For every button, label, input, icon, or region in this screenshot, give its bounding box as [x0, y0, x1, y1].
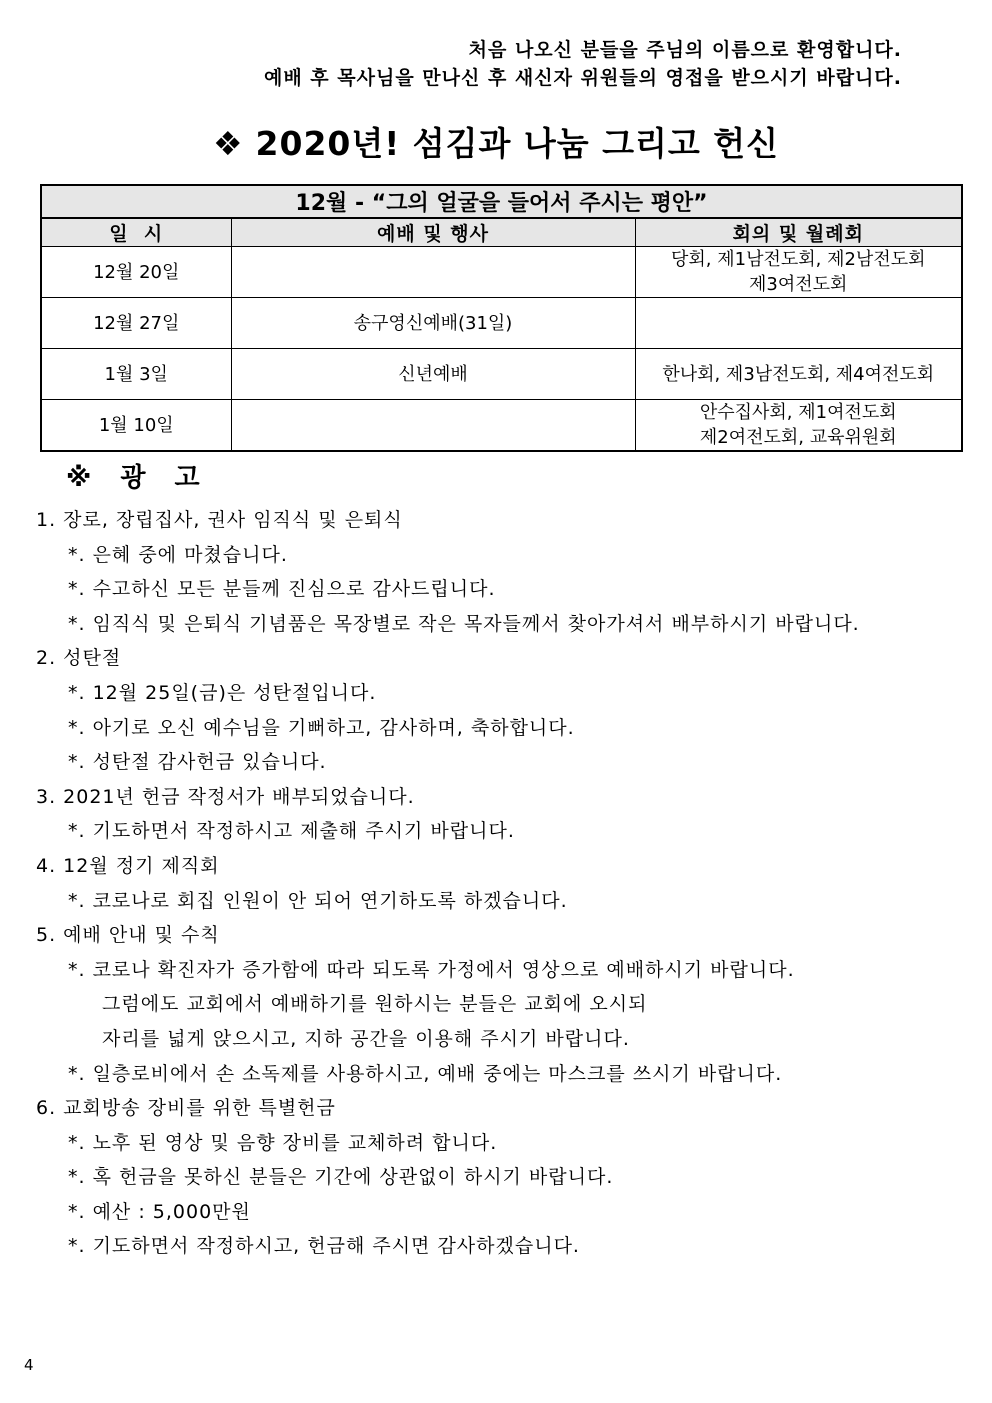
notice-continuation: 그럼에도 교회에서 예배하기를 원하시는 분들은 교회에 오시되 — [102, 993, 648, 1016]
notice-bullet: *. 아기로 오신 예수님을 기뻐하고, 감사하며, 축하합니다. — [68, 716, 575, 739]
welcome-line-2: 예배 후 목사님을 만나신 후 새신자 위원들의 영접을 받으시기 바랍니다. — [263, 67, 902, 89]
meeting-line: 한나회, 제3남전도회, 제4여전도회 — [662, 363, 935, 385]
notice-bullet: *. 기도하면서 작정하시고, 헌금해 주시면 감사하겠습니다. — [68, 1235, 580, 1258]
announcement-list — [36, 503, 860, 1264]
schedule-title: 12월 - “그의 얼굴을 들어서 주시는 평안” — [41, 185, 962, 218]
meeting-line: 당회, 제1남전도회, 제2남전도회 — [671, 249, 926, 270]
page-number: 4 — [24, 1356, 34, 1374]
row-date: 12월 20일 — [41, 247, 231, 298]
notice-item: 4. 12월 정기 제직회 — [36, 854, 220, 877]
meeting-line: 안수집사회, 제1여전도회 — [699, 402, 897, 423]
notice-bullet: *. 수고하신 모든 분들께 진심으로 감사드립니다. — [68, 578, 496, 601]
diamond-ornament-icon: ❖ — [212, 124, 244, 163]
notice-bullet: *. 은혜 중에 마쳤습니다. — [68, 543, 288, 566]
notice-bullet: *. 일층로비에서 손 소독제를 사용하시고, 예배 중에는 마스크를 쓰시기 바랍니다. — [68, 1062, 783, 1085]
table-row — [41, 349, 962, 400]
header-event: 예배 및 행사 — [231, 218, 635, 247]
notice-bullet: *. 임직식 및 은퇴식 기념품은 목장별로 작은 목자들께서 찾아가셔서 배부하시기 바랍니다. — [68, 612, 860, 635]
announcements-heading: ※ 광 고 — [66, 463, 210, 493]
row-date: 12월 27일 — [41, 298, 231, 349]
row-event: 신년예배 — [231, 349, 635, 400]
welcome-line-1: 처음 나오신 분들을 주님의 이름으로 환영합니다. — [468, 39, 902, 61]
notice-bullet: *. 성탄절 감사헌금 있습니다. — [68, 751, 327, 774]
row-date: 1월 10일 — [41, 400, 231, 452]
row-date: 1월 3일 — [41, 349, 231, 400]
table-row — [41, 400, 962, 452]
meeting-line: 제2여전도회, 교육위원회 — [699, 427, 897, 448]
header-date: 일 시 — [41, 218, 231, 247]
table-row — [41, 298, 962, 349]
meeting-line: 제3여전도회 — [749, 274, 848, 295]
page-title-text: 2020년! 섬김과 나눔 그리고 헌신 — [255, 124, 780, 163]
table-row — [41, 247, 962, 298]
row-meeting — [635, 400, 962, 452]
notice-item: 5. 예배 안내 및 수칙 — [36, 924, 220, 947]
schedule-table — [40, 184, 963, 452]
row-meeting — [635, 349, 962, 400]
notice-item: 3. 2021년 헌금 작정서가 배부되었습니다. — [36, 785, 415, 808]
row-meeting — [635, 247, 962, 298]
notice-bullet: *. 12월 25일(금)은 성탄절입니다. — [68, 681, 377, 704]
row-event: 송구영신예배(31일) — [231, 298, 635, 349]
notice-bullet: *. 노후 된 영상 및 음향 장비를 교체하려 합니다. — [68, 1131, 498, 1154]
notice-bullet: *. 예산 : 5,000만원 — [68, 1200, 251, 1223]
notice-item: 2. 성탄절 — [36, 647, 122, 670]
row-event — [231, 247, 635, 298]
notice-bullet: *. 코로나로 회집 인원이 안 되어 연기하도록 하겠습니다. — [68, 889, 568, 912]
notice-bullet: *. 혹 헌금을 못하신 분들은 기간에 상관없이 하시기 바랍니다. — [68, 1166, 614, 1189]
welcome-message — [264, 36, 902, 92]
row-event — [231, 400, 635, 452]
notice-item: 6. 교회방송 장비를 위한 특별헌금 — [36, 1097, 336, 1120]
notice-bullet: *. 기도하면서 작정하시고 제출해 주시기 바랍니다. — [68, 820, 515, 843]
notice-item: 1. 장로, 장립집사, 권사 임직식 및 은퇴식 — [36, 509, 403, 531]
row-meeting — [635, 298, 962, 349]
page-title — [0, 118, 992, 165]
notice-continuation: 자리를 넓게 앉으시고, 지하 공간을 이용해 주시기 바랍니다. — [102, 1027, 630, 1050]
header-meeting: 회의 및 월례회 — [635, 218, 962, 247]
notice-bullet: *. 코로나 확진자가 증가함에 따라 되도록 가정에서 영상으로 예배하시기 바랍니다. — [68, 958, 795, 981]
